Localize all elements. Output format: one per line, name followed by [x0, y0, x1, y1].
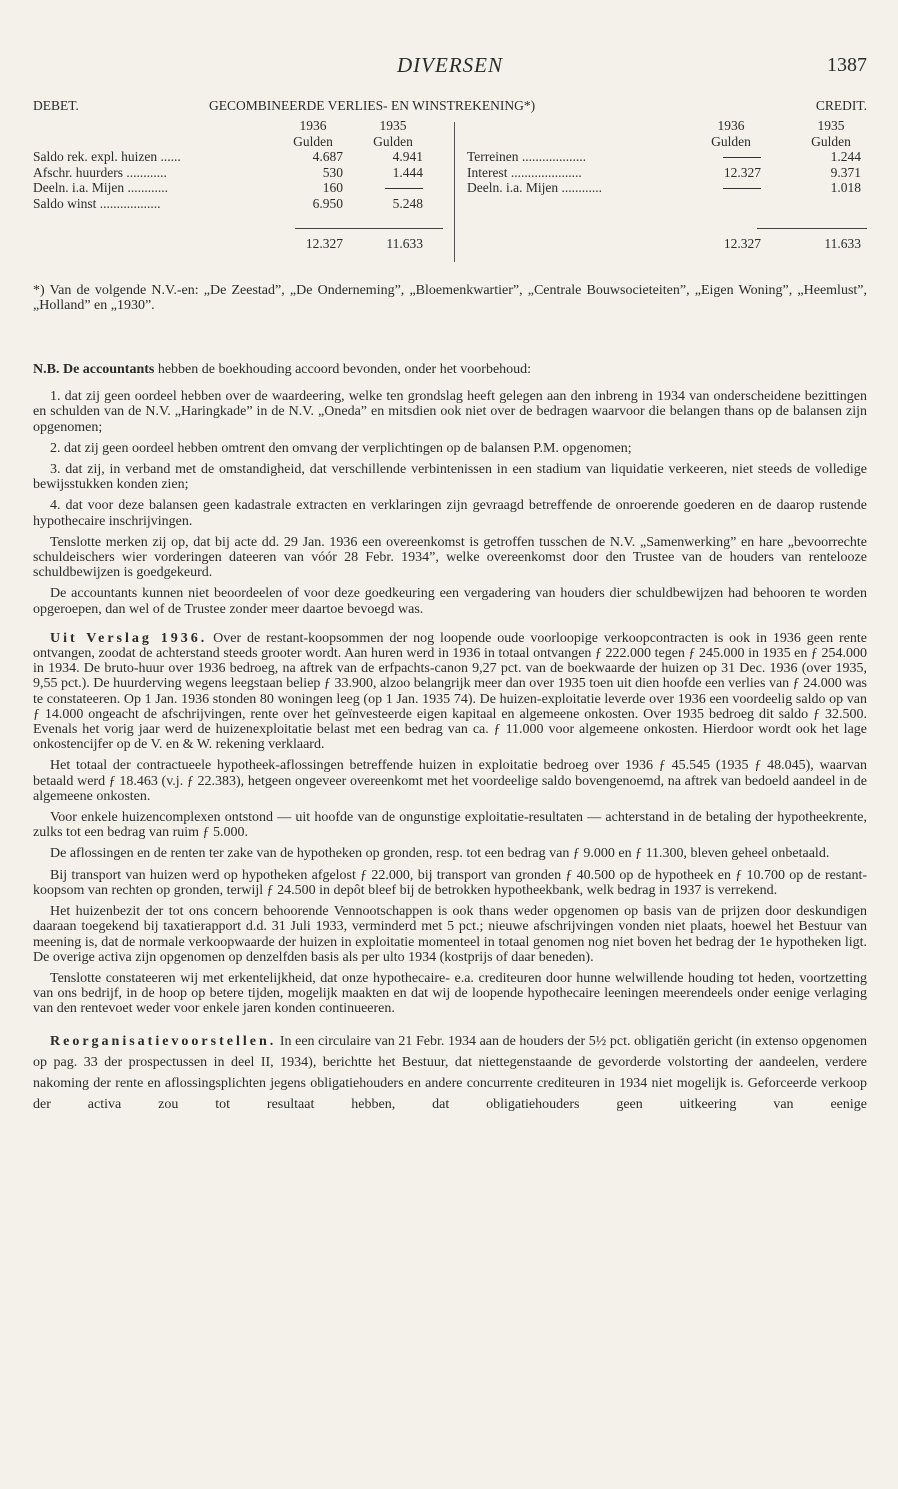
value-1936: 12.327 — [723, 164, 761, 180]
account-columns — [33, 118, 867, 258]
unit-label: Gulden — [373, 133, 413, 149]
paragraph: Voor enkele huizencomplexen ontstond — uit hoofde van de ongunstige exploitatie-resultaten — achterstand in de betaling der hypotheekrente, zulks tot een bedrag van ruim ƒ 5.000. — [33, 810, 867, 841]
year-1935: 1935 — [379, 118, 407, 133]
paragraph: De aflossingen en de renten ter zake van de hypotheken op gronden, resp. tot een bedrag van ƒ 9.000 en ƒ 11.300, bleven geheel onbetaald. — [50, 846, 830, 862]
value-1935: 1.018 — [830, 180, 861, 195]
row-label: Terreinen ................... — [467, 149, 587, 164]
debit-row — [33, 180, 443, 196]
year-1936: 1936 — [717, 118, 745, 133]
paragraph: De accountants kunnen niet beoordeelen of voor deze goedkeuring een vergadering van houders dier schuldbewijzen had behooren te worden opgeroepen, dan wel of de Trustee zonder meer daartoe bevoegd was. — [33, 586, 867, 617]
column-divider — [454, 122, 455, 262]
nil-dash — [701, 149, 761, 164]
unit-label: Gulden — [811, 133, 851, 149]
unit-label: Gulden — [293, 133, 333, 149]
row-label: Interest ..................... — [467, 164, 582, 180]
account-header — [33, 98, 867, 118]
verslag-paragraph — [33, 631, 867, 753]
credit-year-row — [467, 118, 867, 134]
nil-dash — [701, 180, 761, 195]
credit-label: CREDIT. — [815, 98, 867, 113]
paragraph: Tenslotte constateeren wij met erkentelijkheid, dat onze hypothecaire- e.a. crediteuren door hunne welwillende houding tot heden, voortzetting van ons bedrijf, in de hoop op betere tijden, mogelijk maakten en dat wij de loopende hypothecaire leeningen meerendeels onder eenige verlaging van den rentevoet weder voor enkele jaren konden continueeren. — [33, 970, 867, 1017]
reorg-heading: Reorganisatievoorstellen. — [50, 1033, 277, 1049]
debit-unit-row — [33, 134, 443, 150]
running-header — [33, 53, 867, 82]
value-1935: 1.444 — [392, 164, 423, 180]
total-1935: 11.633 — [824, 236, 861, 251]
paragraph: 4. dat voor deze balansen geen kadastrale extracten en verklaringen zijn gevraagd betreffende de onroerende goederen en de daarop rustende hypothecaire inschrijvingen. — [33, 498, 867, 529]
nil-dash — [363, 180, 423, 195]
row-label: Saldo rek. expl. huizen ...... — [33, 149, 181, 164]
paragraph: 1. dat zij geen oordeel hebben over de waardeering, welke ten grondslag heeft gelegen aan den inbreng in 1934 van onderscheidene bezittingen en schulden van de N.V. „Haringkade” in de N.V. „Oneda” en mitsdien ook niet over de bedragen waarvoor die belangen thans op de balansen zijn opgenomen; — [33, 389, 867, 435]
paragraph: Het totaal der contractueele hypotheek-aflossingen betreffende huizen in exploitatie bedroeg over 1936 ƒ 45.545 (1935 ƒ 48.045), waarvan betaald werd ƒ 18.463 (v.j. ƒ 22.383), hetgeen ongeveer overeenkomt met het voordeelige saldo bovengenoemd, na aftrek van bedoeld aandeel in de algemeene onkosten. — [33, 758, 867, 804]
footnote: *) Van de volgende N.V.-en: „De Zeestad”, „De Onderneming”, „Bloemenkwartier”, „Centrale Bouwsocieteiten”, „Eigen Woning”, „Heemlust”, „Holland” en „1930”. — [33, 283, 867, 314]
debit-row — [33, 196, 443, 212]
value-1935: 5.248 — [392, 195, 423, 211]
verslag-text: Over de restant-koopsommen der nog loopende oude voorloopige verkoopcontracten is ook in 1936 geen rente ontvangen, zoodat de achterstand steeds grooter wordt. Aan huren werd in 1936 in totaal ontvangen ƒ 222.000 tegen ƒ 245.000 in 1935 en ƒ 254.000 in 1934. De bruto-huur over 1936 bedroeg, na aftrek van de erfpachts-canon 9,27 pct. van de boekwaarde der huizen op 31 Dec. 1936 (over 1935, 9,55 pct.). De huurderving wegens leegstaan beliep ƒ 33.900, alzoo belangrijk meer dan over 1935 toen uit dien hoofde een verlies van ƒ 24.000 was te constateeren. Op 1 Jan. 1936 stonden 80 woningen leeg (op 1 Jan. 1935 74). De huizen-exploitatie leverde over 1936 een voordeelig saldo op van ƒ 14.000 ongeacht de afschrijvingen, rente over het geïnvesteerde eigen kapitaal en algemeene onkosten. Over 1935 bedroeg dit saldo ƒ 32.500. Evenals het vorig jaar werd de huizenexploitatie belast met een bedrag van ca. ƒ 11.000 voor algemeene onkosten. Hierdoor wordt ook het lage onkostencijfer op de V. en & W. rekening verklaard. — [33, 630, 867, 753]
reorg-paragraph — [33, 1031, 867, 1115]
debit-row — [33, 149, 443, 165]
account-title: GECOMBINEERDE VERLIES- EN WINSTREKENING*) — [209, 98, 536, 113]
paragraph: 2. dat zij geen oordeel hebben omtrent den omvang der verplichtingen op de balansen P.M. opgenomen; — [50, 440, 632, 456]
value-1936: 160 — [322, 180, 343, 195]
nb-paragraph — [33, 362, 867, 377]
section-title: DIVERSEN — [397, 53, 503, 77]
debit-year-row — [33, 118, 443, 134]
profit-loss-account — [33, 98, 867, 258]
credit-row — [467, 180, 867, 196]
page-number: 1387 — [827, 54, 867, 76]
body-text — [33, 362, 867, 1121]
value-1936: 4.687 — [312, 149, 343, 164]
row-label: Deeln. i.a. Mijen ............ — [467, 180, 602, 195]
verslag-heading: Uit Verslag 1936. — [50, 630, 208, 646]
year-1936: 1936 — [299, 118, 327, 133]
value-1936: 6.950 — [312, 195, 343, 211]
nb-text: hebben de boekhouding accoord bevonden, onder het voorbehoud: — [154, 362, 532, 377]
total-rule — [295, 228, 443, 229]
nb-bold: De accountants — [62, 362, 155, 377]
value-1935: 9.371 — [830, 164, 861, 180]
credit-side — [467, 118, 867, 251]
credit-row — [467, 165, 867, 181]
value-1935: 1.244 — [830, 149, 861, 164]
row-label: Deeln. i.a. Mijen ............ — [33, 180, 168, 195]
value-1935: 4.941 — [392, 149, 423, 164]
nb-prefix: N.B. — [33, 362, 60, 377]
total-1935: 11.633 — [386, 236, 423, 251]
total-1936: 12.327 — [723, 236, 761, 251]
paragraph: Tenslotte merken zij op, dat bij acte dd. 29 Jan. 1936 een overeenkomst is getroffen tusschen de N.V. „Samenwerking” en hare „bevoorrechte schuldeischers wier vorderingen dateeren van vóór 28 Febr. 1934”, welke overeenkomst door den Trustee van de houders van rentelooze schuldbewijzen is goedgekeurd. — [33, 534, 867, 581]
credit-total-row — [467, 236, 867, 252]
row-label: Saldo winst .................. — [33, 195, 161, 211]
credit-unit-row — [467, 134, 867, 150]
total-rule — [757, 228, 867, 229]
debet-label: DEBET. — [33, 98, 79, 113]
row-label: Afschr. huurders ............ — [33, 164, 167, 180]
paragraph: Bij transport van huizen werd op hypotheken afgelost ƒ 22.000, bij transport van gronden ƒ 40.500 op de hypotheek en ƒ 10.700 op de restant-koopsom van rechten op gronden, terwijl ƒ 24.500 in depôt bleef bij de betrokken hypotheekbank, welk bedrag in 1937 is verrekend. — [33, 867, 867, 898]
debit-total-row — [33, 236, 443, 252]
debit-side — [33, 118, 443, 251]
debit-row — [33, 165, 443, 181]
credit-row — [467, 149, 867, 165]
reorg-text: In een circulaire van 21 Febr. 1934 aan de houders der 5½ pct. obligatiën gericht (in extenso opgenomen op pag. 33 der prospectussen in deel II, 1934), berichtte het Bestuur, dat niettegenstaande de gevorderde volstorting der aandeelen, verdere nakoming der rente en aflossingsplichten jegens obligatiehouders en andere concurrente crediteuren in 1934 niet mogelijk is. Geforceerde verkoop der activa zou tot resultaat hebben, dat obligatiehouders geen uitkeering van eenige — [33, 1033, 867, 1112]
year-1935: 1935 — [817, 118, 845, 133]
unit-label: Gulden — [711, 133, 751, 149]
total-1936: 12.327 — [305, 236, 343, 251]
paragraph: 3. dat zij, in verband met de omstandigheid, dat verschillende verbintenissen in een stadium van liquidatie verkeeren, niet steeds de volledige bewijsstukken konden zien; — [33, 462, 867, 493]
value-1936: 530 — [322, 164, 343, 180]
paragraph: Het huizenbezit der tot ons concern behoorende Vennootschappen is ook thans weder opgenomen op basis van de prijzen door deskundigen daaraan toegekend bij taxatierapport d.d. 31 Juli 1933, verminderd met 5 pct.; nieuwe afschrijvingen vonden niet plaats, hoewel het Bestuur van meening is, dat de normale verkoopwaarde der huizen in exploitatie momenteel in totaal genomen nog niet boven het bedrag der 1e hypotheken ligt. De overige activa zijn opgenomen op denzelfden basis als per ulto 1934 (kostprijs of daar beneden). — [33, 904, 867, 965]
